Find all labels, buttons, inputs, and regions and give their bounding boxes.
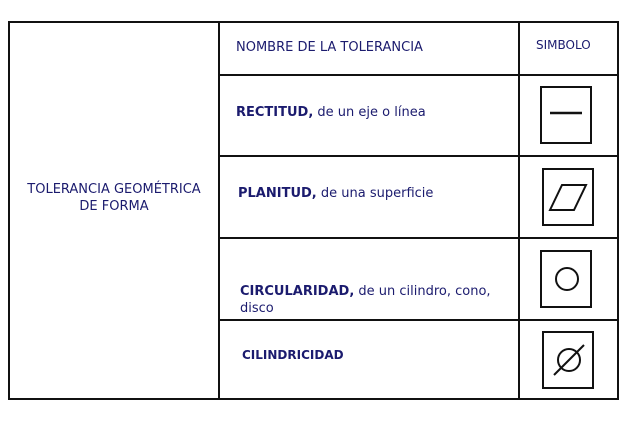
row-divider-2 (218, 155, 617, 157)
row-divider-3 (218, 237, 617, 239)
row-cylindricity-label (242, 347, 344, 364)
row-name: PLANITUD, (238, 186, 317, 201)
cylindricity-icon (542, 331, 594, 389)
header-symbol: SIMBOLO (536, 38, 591, 52)
row-flatness-label (238, 185, 433, 202)
straightness-icon (540, 86, 592, 144)
row-description: de un cilindro, cono, disco (240, 284, 491, 316)
row-divider-1 (218, 74, 617, 76)
row-description: de un eje o línea (313, 105, 426, 120)
row-description: de una superficie (316, 186, 434, 201)
row-straightness-label (236, 104, 426, 121)
category-label: TOLERANCIA GEOMÉTRICA DE FORMA (27, 182, 201, 214)
row-name: RECTITUD, (236, 105, 314, 120)
header-name: NOMBRE DE LA TOLERANCIA (236, 40, 423, 55)
tolerance-table (8, 21, 619, 400)
column-divider-2 (518, 23, 520, 398)
column-divider-1 (218, 23, 220, 398)
flatness-icon (542, 168, 594, 226)
row-circularity-label (240, 266, 491, 317)
circularity-icon (540, 250, 592, 308)
row-name: CIRCULARIDAD, (240, 284, 355, 299)
row-divider-4 (218, 319, 617, 321)
row-name: CILINDRICIDAD (242, 348, 344, 362)
